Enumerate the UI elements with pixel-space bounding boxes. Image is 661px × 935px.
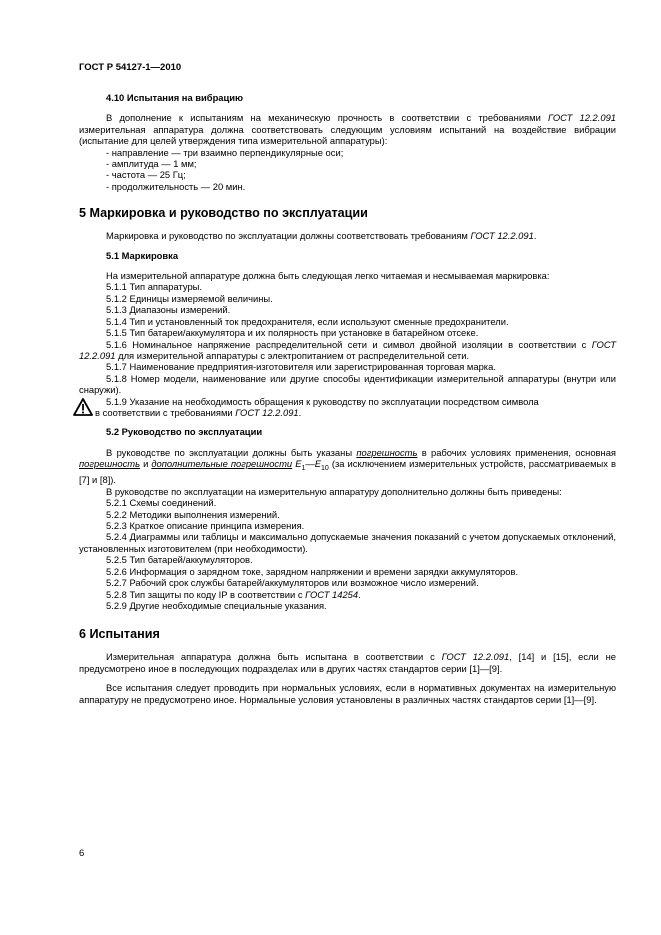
section-5-2-paragraph: В руководстве по эксплуатации должны быть указаны погрешность в рабочих условиях применения, основная погрешность и дополнительные погрешности $E_1—E_{10}$ (за исключением измерительных устройств, рассматриваемых в [7] и [8]). [79, 446, 616, 486]
list-item: 5.2.6 Информация о зарядном токе, зарядном напряжении и времени зарядки аккумуляторов. [106, 565, 519, 577]
list-item: 5.2.8 Тип защиты по коду IP в соответствии с ГОСТ 14254. [106, 588, 361, 600]
list-item-text: 5.1.9 Указание на необходимость обращения к руководству по эксплуатации посредством символа [106, 395, 539, 407]
section-5-paragraph: Маркировка и руководство по эксплуатации должны соответствовать требованиям ГОСТ 12.2.091. [106, 230, 537, 242]
list-item: 5.1.5 Тип батареи/аккумулятора и их полярность при установке в батарейном отсеке. [106, 327, 479, 339]
list-item: 5.2.1 Схемы соединений. [106, 497, 217, 509]
list-item: 5.2.2 Методики выполнения измерений. [106, 508, 280, 520]
page-number: 6 [79, 848, 85, 859]
list-item: - продолжительность — 20 мин. [106, 180, 246, 192]
section-6-paragraph: Все испытания следует проводить при нормальных условиях, если в нормативных документах на измерительную аппаратуру не предусмотрено иное. Нормальные условия установлены в различных частях стандартов серии [1]—[9]. [79, 682, 616, 705]
list-item: 5.1.4 Тип и установленный ток предохранителя, если используют сменные предохранители. [106, 315, 509, 327]
section-5-2-title: 5.2 Руководство по эксплуатации [106, 426, 263, 438]
list-item: 5.1.7 Наименование предприятия-изготовителя или зарегистрированная торговая марка. [106, 361, 496, 373]
list-item: 5.2.9 Другие необходимые специальные указания. [106, 599, 327, 611]
list-item: 5.1.6 Номинальное напряжение распределительной сети и символ двойной изоляции в соответствии с ГОСТ 12.2.091 для измерительной аппаратуры с электропитанием от распределительной сети. [79, 338, 616, 361]
page-content [79, 92, 616, 705]
section-6-paragraph: Измерительная аппаратура должна быть испытана в соответствии с ГОСТ 12.2.091, [14] и [15], если не предусмотрено иное в последующих подразделах или в других частях стандартов серии [1]—[9]. [79, 651, 616, 674]
list-item: 5.2.3 Краткое описание принципа измерения. [106, 520, 305, 532]
list-item: - частота — 25 Гц; [106, 169, 186, 181]
section-5-1-title: 5.1 Маркировка [106, 249, 179, 261]
section-4-10-title: 4.10 Испытания на вибрацию [106, 92, 244, 103]
document-header: ГОСТ Р 54127-1—2010 [79, 62, 182, 73]
list-item: 5.1.1 Тип аппаратуры. [106, 281, 203, 293]
section-5-2-paragraph: В руководстве по эксплуатации на измерительную аппаратуру дополнительно должны быть приведены: [106, 485, 562, 497]
list-item: - амплитуда — 1 мм; [106, 158, 197, 170]
list-item: 5.1.2 Единицы измеряемой величины. [106, 292, 273, 304]
list-item-text: в соответствии с требованиями ГОСТ 12.2.091. [95, 406, 302, 418]
section-5-1-intro: На измерительной аппаратуре должна быть следующая легко читаемая и несмываемая маркировка: [106, 270, 550, 282]
section-5-title: 5 Маркировка и руководство по эксплуатации [79, 206, 368, 221]
list-item: - направление — три взаимно перпендикулярные оси; [106, 146, 344, 158]
section-6-title: 6 Испытания [79, 627, 160, 642]
list-item: 5.2.4 Диаграммы или таблицы и максимально допускаемые значения показаний с учетом допускаемых отклонений, установленных изготовителем (при необходимости). [79, 531, 616, 554]
list-item: 5.1.8 Номер модели, наименование или другие способы идентификации измерительной аппаратуры (внутри или снаружи). [79, 372, 616, 396]
section-4-10-paragraph: В дополнение к испытаниям на механическую прочность в соответствии с требованиями ГОСТ 12.2.091 измерительная аппаратура должна соответствовать следующим условиям испытаний на воздействие вибрации (испытание для целей утверждения типа измерительной аппаратуры): [79, 112, 616, 147]
list-item: 5.2.7 Рабочий срок службы батарей/аккумуляторов или возможное число измерений. [106, 577, 479, 589]
warning-triangle-icon [73, 398, 93, 416]
list-item: 5.1.3 Диапазоны измерений. [106, 304, 231, 316]
list-item-warning [79, 396, 616, 419]
list-item: 5.2.5 Тип батарей/аккумуляторов. [106, 554, 253, 566]
